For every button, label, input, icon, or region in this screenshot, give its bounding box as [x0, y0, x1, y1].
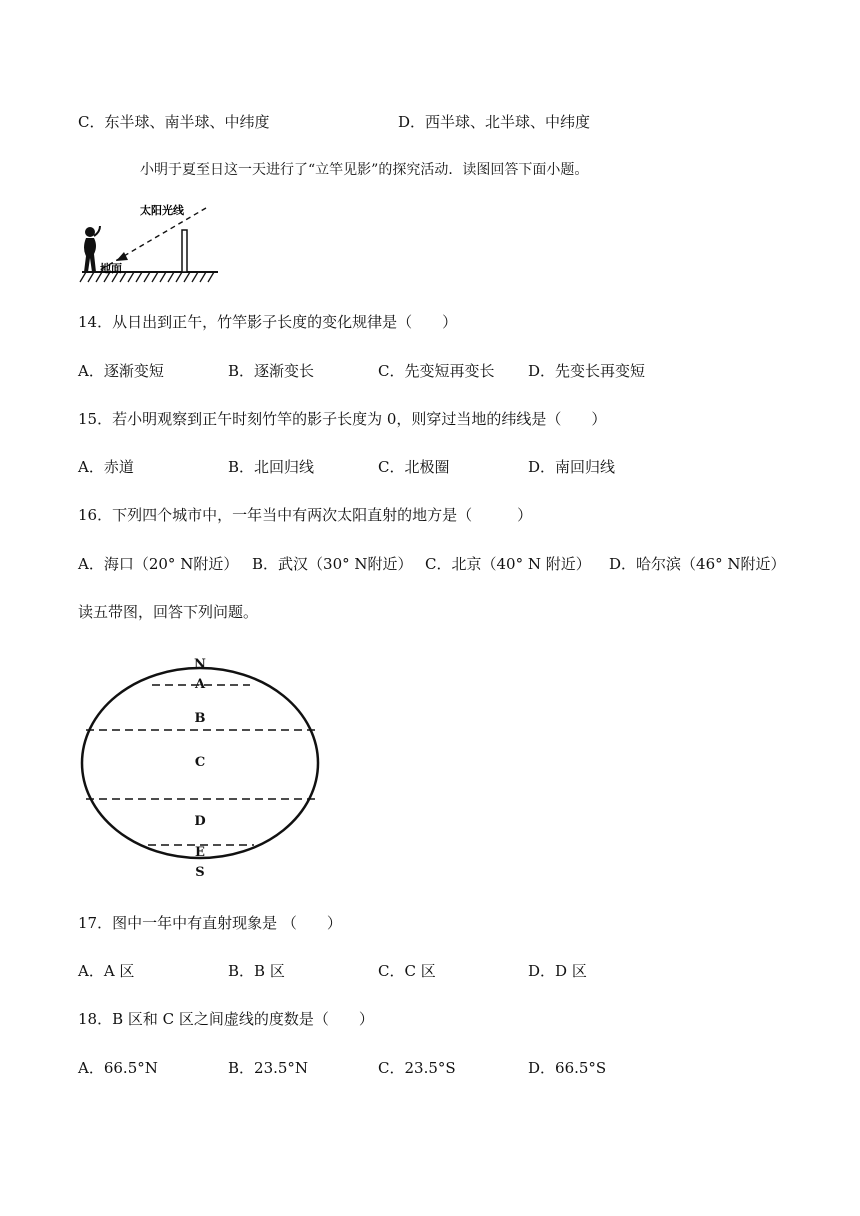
- zone-label-b: B: [194, 711, 206, 726]
- shadow-figure: [78, 198, 238, 288]
- q14-option-a: A．逐渐变短: [78, 362, 164, 380]
- q16-option-b: B．武汉（30° N附近）: [252, 555, 413, 573]
- q15-option-c: C．北极圈: [378, 458, 450, 476]
- ground-label: 地面: [100, 262, 122, 275]
- q15-option-a: A．赤道: [78, 458, 134, 476]
- q18-option-c: C．23.5°S: [378, 1059, 456, 1077]
- prev-option-c: C．东半球、南半球、中纬度: [78, 113, 270, 131]
- prev-option-d: D．西半球、北半球、中纬度: [398, 113, 591, 131]
- q17-option-b: B．B 区: [228, 962, 285, 980]
- q14-option-b: B．逐渐变长: [228, 362, 315, 380]
- q16-option-c: C．北京（40° N 附近）: [425, 555, 591, 573]
- question-16-stem: 16．下列四个城市中，一年当中有两次太阳直射的地方是（ ）: [78, 506, 533, 524]
- q14-option-d: D．先变长再变短: [528, 362, 646, 380]
- q18-option-d: D．66.5°S: [528, 1059, 607, 1077]
- q14-option-c: C．先变短再变长: [378, 362, 495, 380]
- person-icon: [84, 226, 100, 272]
- q18-option-b: B．23.5°N: [228, 1059, 309, 1077]
- q17-option-c: C．C 区: [378, 962, 436, 980]
- zone-label-e: E: [195, 845, 205, 860]
- shadow-intro: 小明于夏至日这一天进行了“立竿见影”的探究活动．读图回答下面小题。: [140, 162, 589, 178]
- bamboo-pole: [182, 230, 187, 272]
- zone-label-n: N: [194, 657, 206, 672]
- sunlight-label: 太阳光线: [140, 204, 184, 217]
- q15-option-d: D．南回归线: [528, 458, 616, 476]
- q16-option-a: A．海口（20° N附近）: [78, 555, 239, 573]
- question-15-stem: 15．若小明观察到正午时刻竹竿的影子长度为 0，则穿过当地的纬线是（ ）: [78, 410, 607, 428]
- zone-label-d: D: [194, 814, 206, 829]
- q15-option-b: B．北回归线: [228, 458, 315, 476]
- zone-label-c: C: [194, 755, 206, 770]
- question-17-stem: 17．图中一年中有直射现象是 （ ）: [78, 914, 342, 932]
- question-14-stem: 14．从日出到正午，竹竿影子长度的变化规律是（ ）: [78, 313, 458, 331]
- sunlight-ray: [100, 208, 206, 270]
- five-zones-figure: [78, 652, 328, 882]
- q16-option-d: D．哈尔滨（46° N附近）: [609, 555, 786, 573]
- q17-option-a: A．A 区: [78, 962, 135, 980]
- question-18-stem: 18．B 区和 C 区之间虚线的度数是（ ）: [78, 1010, 374, 1028]
- q17-option-d: D．D 区: [528, 962, 587, 980]
- zones-intro: 读五带图，回答下列问题。: [78, 603, 259, 621]
- zone-label-a: A: [194, 677, 206, 692]
- zone-label-s: S: [195, 865, 205, 880]
- q18-option-a: A．66.5°N: [78, 1059, 158, 1077]
